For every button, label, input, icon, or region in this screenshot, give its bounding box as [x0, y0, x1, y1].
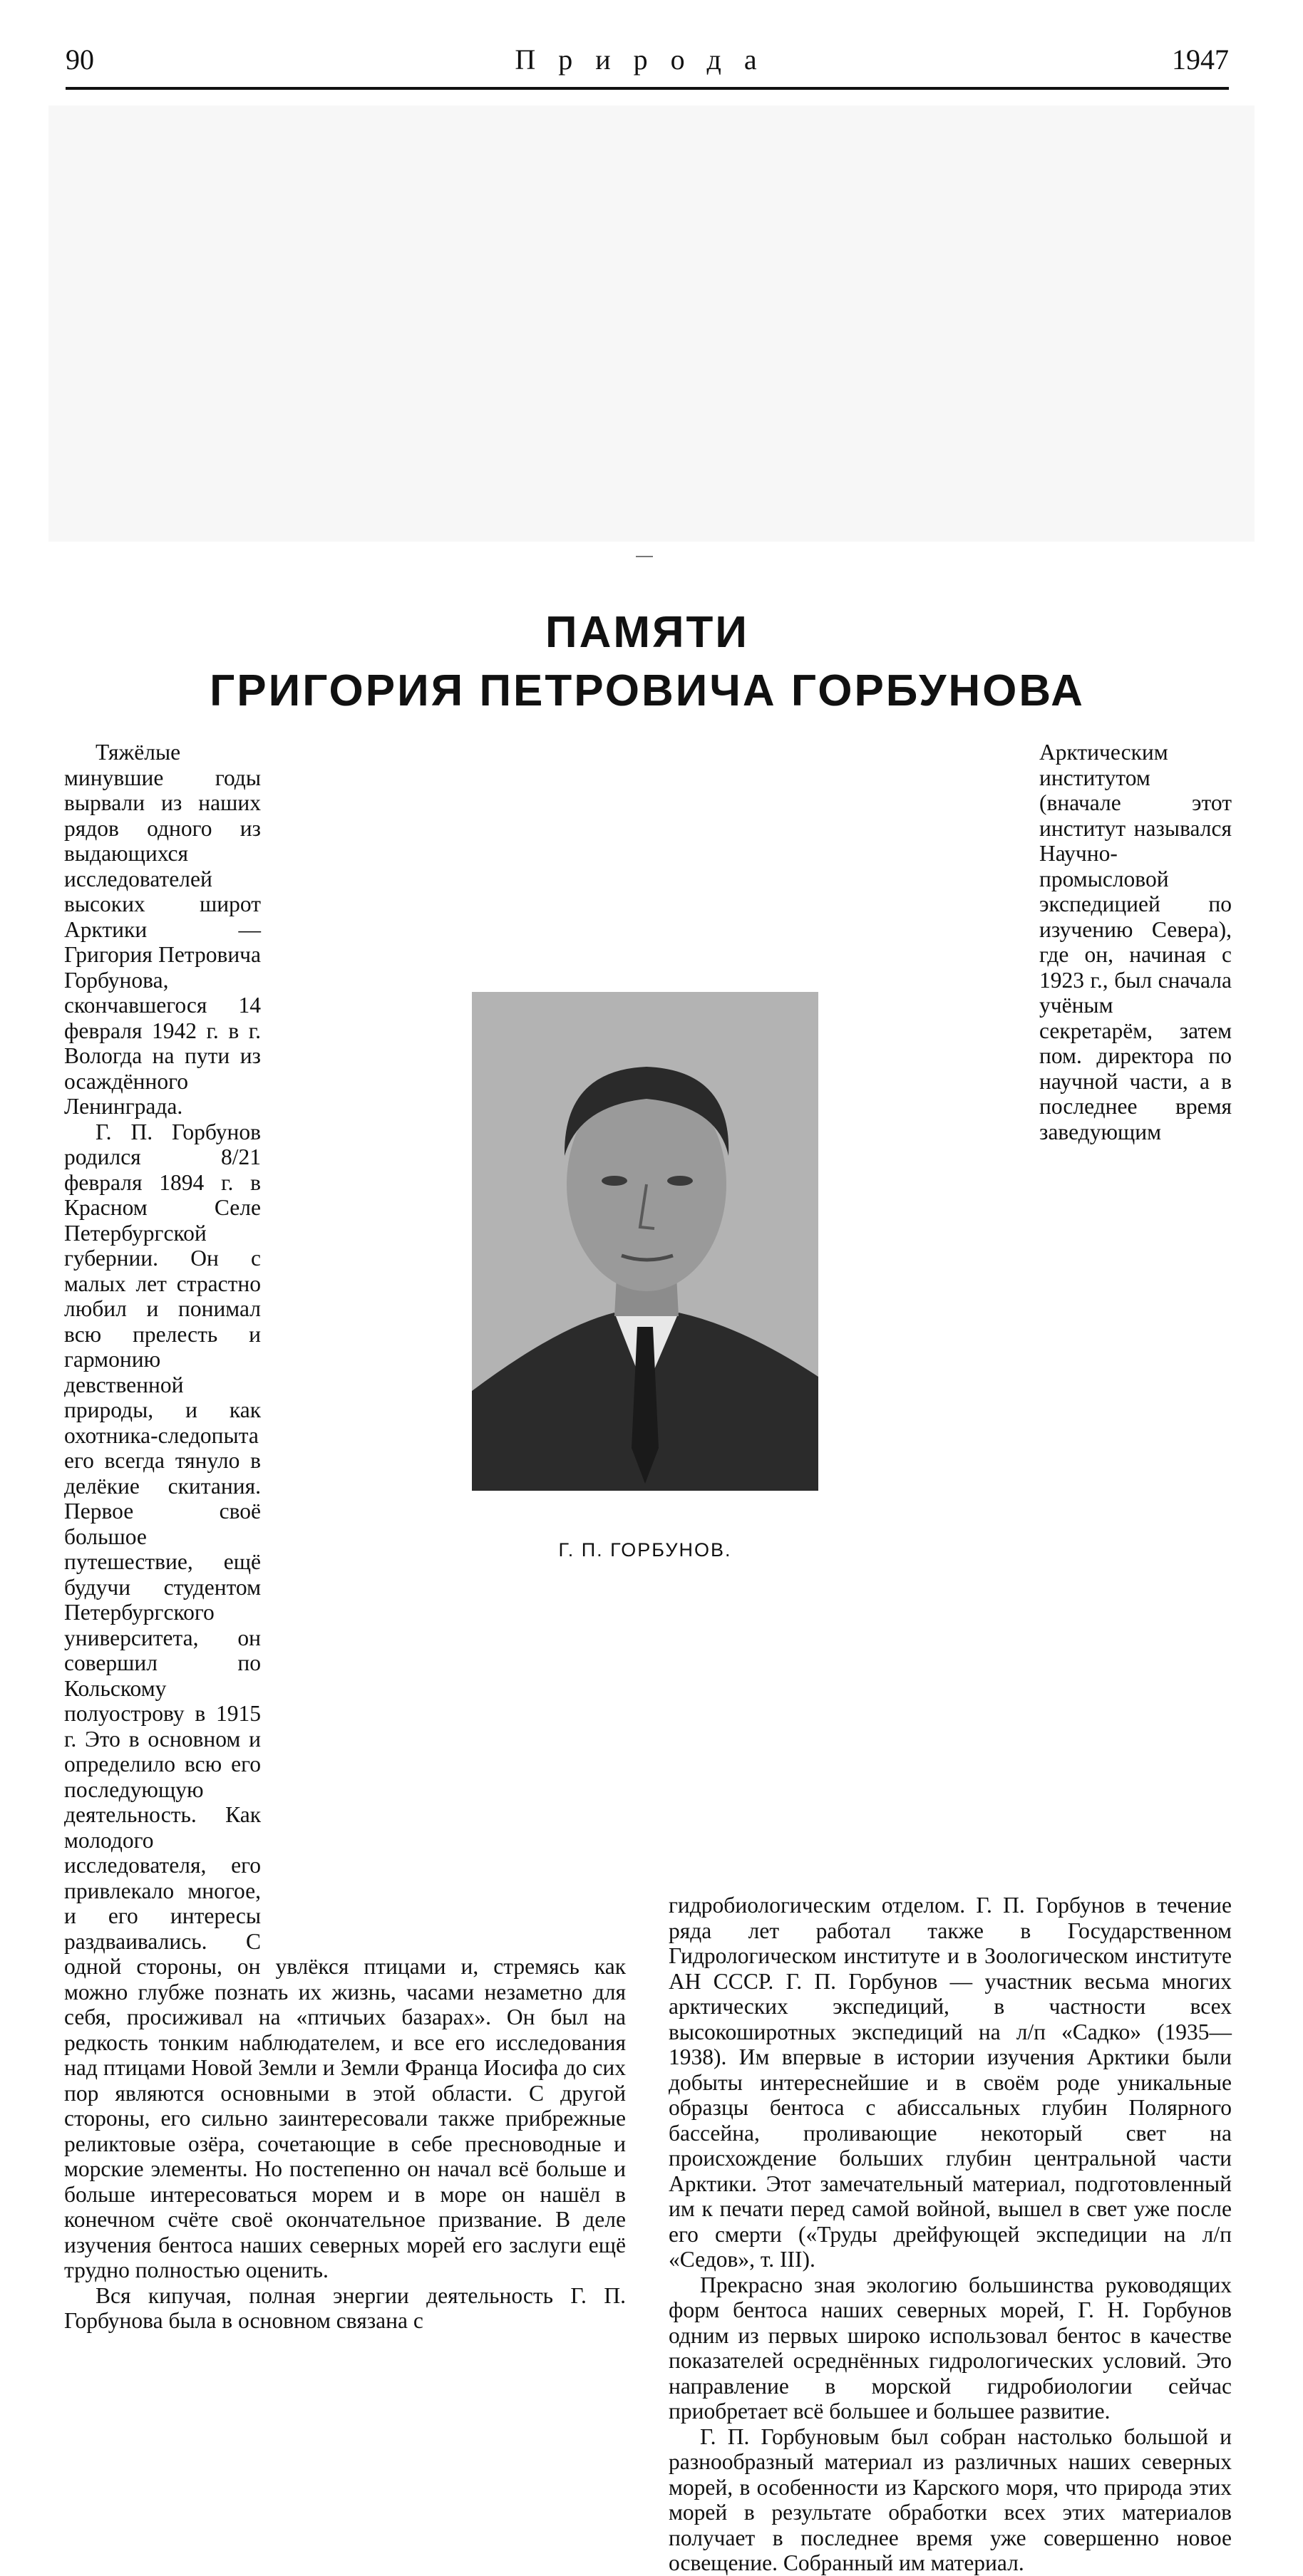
publication-year: 1947 [1172, 43, 1229, 76]
portrait-photo [472, 992, 818, 1491]
paragraph-2: Г. П. Горбунов родился 8/21 февраля 1894 г. в Красном Селе Петербургской губернии. Он с малых лет страстно любил и понимал всю прелесть и гармонию девственной природы, и как охотника-следопыта его всегда тянуло в делёкие скитания. Первое своё большое путешествие, ещё будучи студентом Петербургского университета, он совершил по Кольскому полуострову в 1915 г. Это в основном и определило всю его последующую деятельность. Как молодого исследователя, его привлекало многое, и его интересы раздваивались. С одной стороны, он увлёкся птицами и, стремясь как можно глубже познать их жизнь, часами незаметно для себя, просиживал на «птичьих базарах». Он был на редкость тонким наблюдателем, и все его исследования над птицами Новой Земли и Земли Франца Иосифа до сих пор являются основными в этой области. С другой стороны, его сильно заинтересовали также прибрежные реликтовые озёра, сочетающие в себе пресноводные и морские элементы. Но постепенно он начал всё больше и больше интересоваться морем и в море он нашёл в конечном счёте своё окончательное призвание. В деле изучения бентоса наших северных морей его заслуги ещё трудно полностью оценить. [64, 1119, 626, 2282]
paragraph-3: Вся кипучая, полная энергии деятельность Г. П. Горбунова была в основном связана с [64, 2282, 626, 2333]
header-rule [66, 87, 1229, 90]
article-title-line-1: ПАМЯТИ [545, 608, 749, 657]
portrait-icon [472, 992, 818, 1491]
left-column [64, 740, 626, 2334]
paragraph-1: Тяжёлые минувшие годы вырвали из наших рядов одного из выдающихся исследователей высоких широт Арктики — Григория Петровича Горбунова, скончавшегося 14 февраля 1942 г. в г. Вологда на пути из осаждённого Ленинграда. [64, 740, 261, 1119]
separator-mark [636, 556, 653, 557]
photo-caption: Г. П. ГОРБУНОВ. [558, 1539, 732, 1561]
blank-image-area [48, 105, 1255, 542]
paragraph-5: Прекрасно зная экологию большинства руководящих форм бентоса наших северных морей, Г. Н. Горбунов одним из первых широко использовал бентос в качестве показателей осреднённых гидрологических условий. Это направление в морской гидробиологии сейчас приобретает всё большее и большее развитие. [669, 2272, 1232, 2424]
running-header [66, 43, 1229, 86]
paragraph-6: Г. П. Горбуновым был собран настолько большой и разнообразный материал из различных наших северных морей, в особенности из Карского моря, что природа этих морей в результате обработки всех этих материалов получает в последнее время уже совершенно новое освещение. Собранный им материал. [669, 2424, 1232, 2575]
paragraph-4: Арктическим институтом (вначале этот институт назывался Научно-промысловой экспедицией по изучению Севера), где он, начиная с 1923 г., был сначала учёным секретарём, затем пом. директора по научной части, а в последнее время заведующим гидробиологическим отделом. Г. П. Горбунов в течение ряда лет работал также в Государственном Гидрологическом институте и в Зоологическом институте АН СССР. Г. П. Горбунов — участник весьма многих арктических экспедиций, в частности всех высокоширотных экспедиций на л/п «Садко» (1935—1938). Им впервые в истории изучения Арктики были добыты интереснейшие и в своём роде уникальные образцы бентоса с абиссальных глубин Полярного бассейна, проливающие некоторый свет на происхождение больших глубин центральной части Арктики. Этот замечательный материал, подготовленный им к печати перед самой войной, вышел в свет уже после его смерти («Труды дрейфующей экспедиции на л/п «Седов», т. III). [669, 740, 1232, 2272]
journal-name: Природа [515, 43, 780, 76]
page-number: 90 [66, 43, 94, 76]
article-title-line-2: ГРИГОРИЯ ПЕТРОВИЧА ГОРБУНОВА [210, 666, 1085, 715]
